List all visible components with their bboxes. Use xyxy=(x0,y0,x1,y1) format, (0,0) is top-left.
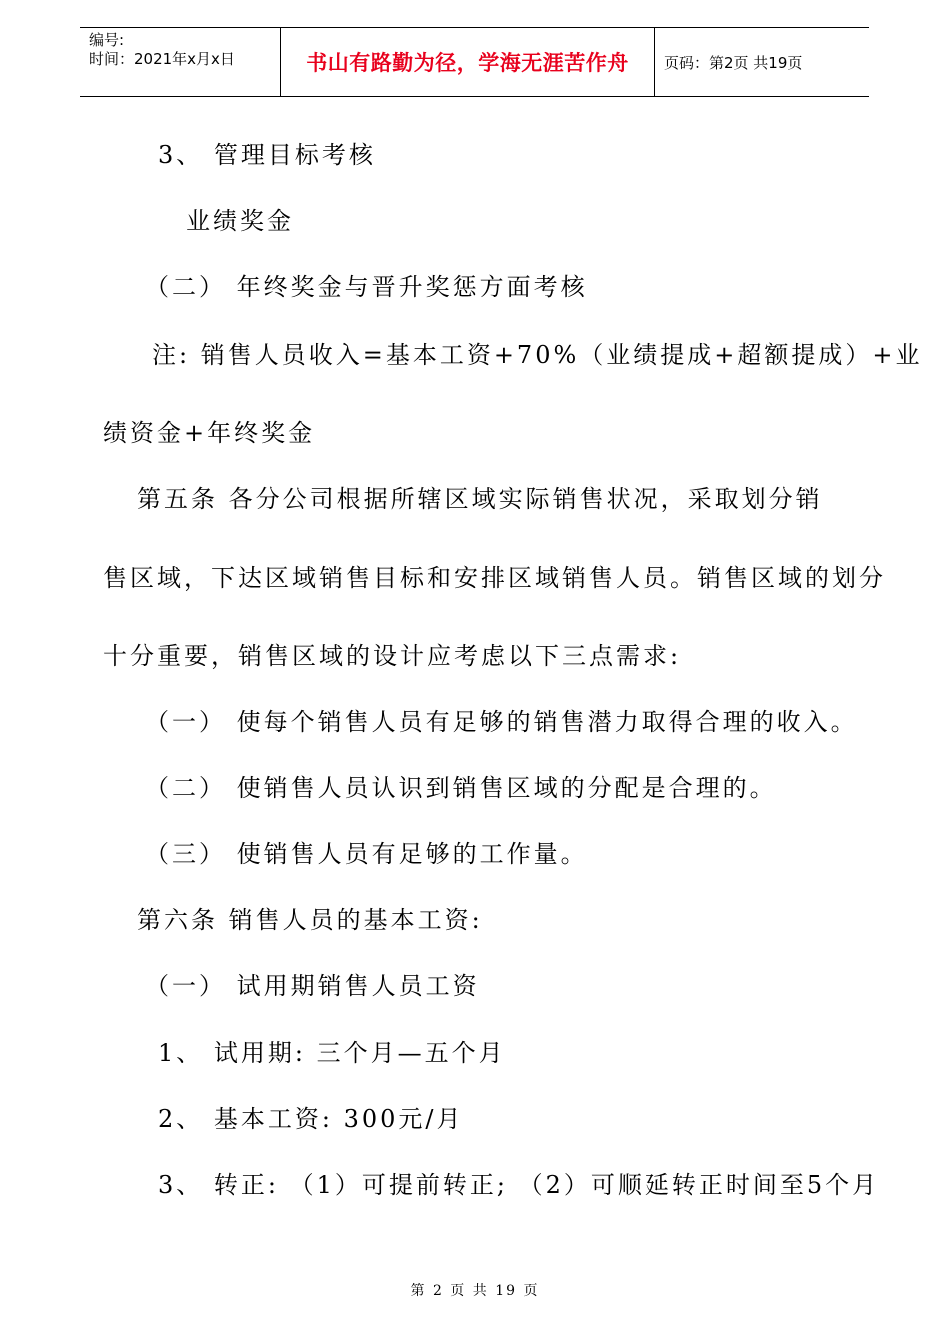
body-line: 第六条 销售人员的基本工资: xyxy=(137,906,483,934)
body-line: 1、 试用期: 三个月—五个月 xyxy=(158,1039,506,1067)
page-info: 页码：第2页 共19页 xyxy=(664,53,803,72)
body-line: （二） 年终奖金与晋升奖惩方面考核 xyxy=(145,273,588,301)
body-line: 第五条 各分公司根据所辖区域实际销售状况，采取划分销 xyxy=(137,485,823,513)
page-header xyxy=(80,27,869,97)
body-line: 售区域，下达区域销售目标和安排区域销售人员。销售区域的划分 xyxy=(103,564,886,592)
time-label: 时间：2021年x月x日 xyxy=(89,50,235,68)
page-footer: 第 2 页 共 19 页 xyxy=(410,1283,540,1299)
body-line: （二） 使销售人员认识到销售区域的分配是合理的。 xyxy=(145,774,777,802)
header-page-cell xyxy=(655,28,869,96)
body-line: 业绩奖金 xyxy=(186,207,294,235)
body-line: 十分重要，销售区域的设计应考虑以下三点需求: xyxy=(103,642,682,670)
header-motto-cell xyxy=(281,28,655,96)
number-label: 编号: xyxy=(89,31,125,49)
motto: 书山有路勤为径，学海无涯苦作舟 xyxy=(306,50,629,75)
body-line: （一） 使每个销售人员有足够的销售潜力取得合理的收入。 xyxy=(145,708,858,736)
header-meta xyxy=(80,28,281,96)
body-line: 3、 转正: （1）可提前转正; （2）可顺延转正时间至5个月 xyxy=(158,1171,880,1199)
body-line: 3、 管理目标考核 xyxy=(158,141,376,169)
body-line: （一） 试用期销售人员工资 xyxy=(145,972,480,1000)
body-line: 2、 基本工资: 300元/月 xyxy=(158,1105,464,1133)
body-line: 绩资金+年终奖金 xyxy=(103,419,316,447)
body-line: （三） 使销售人员有足够的工作量。 xyxy=(145,840,588,868)
body-line: 注: 销售人员收入=基本工资+70%（业绩提成+超额提成）+业 xyxy=(152,341,923,369)
